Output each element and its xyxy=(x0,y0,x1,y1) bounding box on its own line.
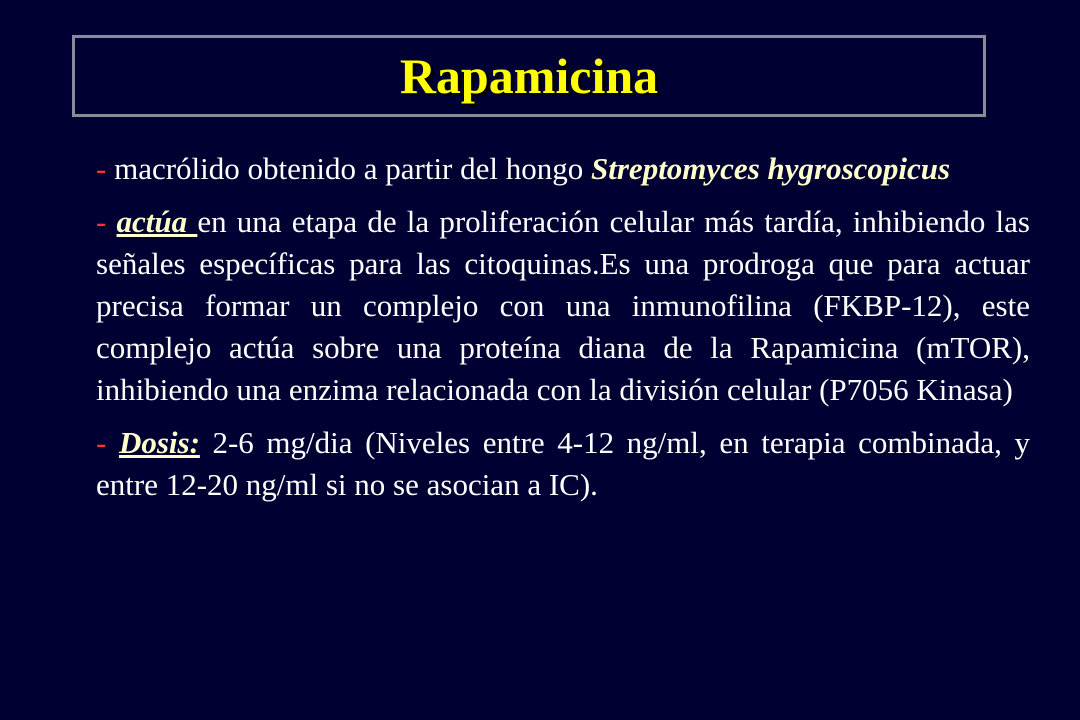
bullet-dash: - xyxy=(96,204,107,239)
bullet-dosage xyxy=(96,422,1030,506)
bullet-dash: - xyxy=(96,425,107,460)
bullet-text: macrólido obtenido a partir del hongo xyxy=(106,151,592,186)
slide-title: Rapamicina xyxy=(399,48,659,104)
actua-keyword: actúa xyxy=(116,204,198,239)
bullet-mechanism xyxy=(96,201,1030,411)
bullet-macrolide xyxy=(96,148,1030,190)
bullet-text-tail: en una etapa de la proliferación celular más tardía, inhibiendo las señales específicas para las citoquinas.Es una prodroga que para actuar precisa formar un complejo con una inmunofilina (FKBP-12), este complejo actúa sobre una proteína diana de la Rapamicina (mTOR), inhibiendo una enzima relacionada con la división celular (P7056 Kinasa) xyxy=(96,204,1030,407)
dosis-keyword: Dosis: xyxy=(118,425,200,460)
bullet-dash: - xyxy=(96,151,107,186)
bullet-text xyxy=(106,425,119,460)
bullet-text-tail: 2-6 mg/dia (Niveles entre 4-12 ng/ml, en terapia combinada, y entre 12-20 ng/ml si no se asocian a IC). xyxy=(96,425,1031,502)
species-name: Streptomyces hygroscopicus xyxy=(591,151,951,186)
slide-body xyxy=(96,148,1030,517)
title-box xyxy=(72,35,986,117)
bullet-text xyxy=(106,204,116,239)
